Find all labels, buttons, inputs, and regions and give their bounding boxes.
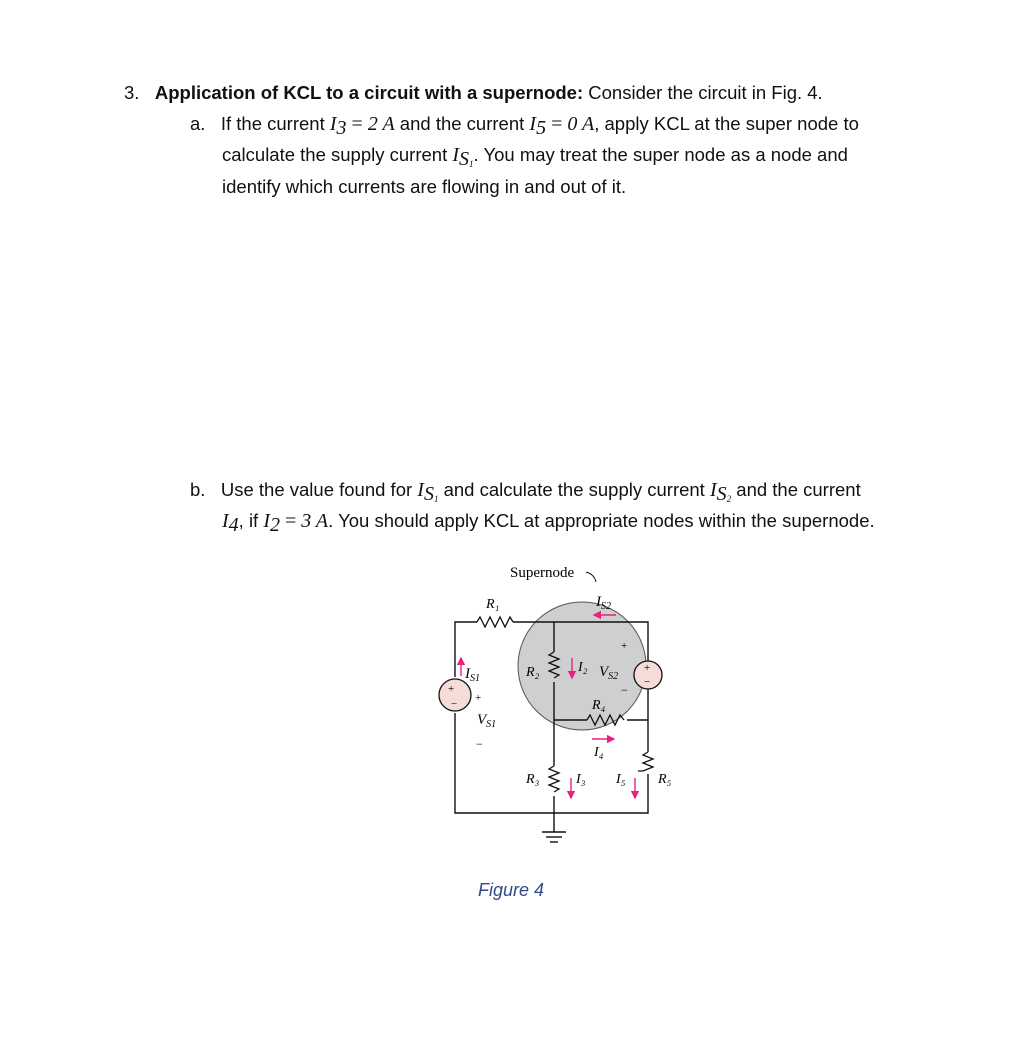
text-fragment: , if bbox=[238, 510, 264, 531]
vs1-minus-label: − bbox=[476, 737, 483, 751]
math-sub: 5 bbox=[536, 117, 547, 139]
vs2-minus-marker: − bbox=[644, 676, 651, 688]
text-fragment: . You should apply KCL at appropriate nodes within the supernode. bbox=[328, 510, 875, 531]
question-title: Application of KCL to a circuit with a supernode: bbox=[154, 82, 584, 103]
text-fragment: Use the value found for bbox=[220, 479, 418, 500]
text-fragment: and calculate the supply current bbox=[438, 479, 710, 500]
math-var: I bbox=[329, 113, 337, 135]
math-sub: S bbox=[459, 148, 470, 170]
label-is2-main: I bbox=[596, 594, 601, 610]
label-is1 bbox=[464, 666, 480, 684]
math-subsub: 1 bbox=[469, 159, 474, 169]
text-fragment: . You may treat the super node as a node and bbox=[473, 144, 848, 165]
label-r3: R₃ bbox=[526, 772, 540, 787]
math-sub: 3 bbox=[336, 117, 347, 139]
math-sub: S bbox=[423, 483, 434, 505]
question-number: 3. bbox=[124, 82, 140, 103]
resistor-r5 bbox=[638, 752, 653, 771]
text-fragment: and the current bbox=[731, 479, 861, 500]
part-b-line-1 bbox=[190, 479, 861, 510]
part-a-line-2 bbox=[222, 144, 848, 175]
math-var: I bbox=[709, 479, 717, 501]
label-i3: I₃ bbox=[576, 772, 586, 787]
math-subsub: 1 bbox=[433, 494, 439, 504]
question-intro: Consider the circuit in Fig. 4. bbox=[583, 82, 823, 103]
label-is1-main: I bbox=[465, 666, 470, 682]
math-value: 3 A bbox=[301, 510, 329, 532]
label-vs2-main: V bbox=[599, 664, 609, 680]
label-vs1-sub: S1 bbox=[486, 719, 497, 730]
question-header bbox=[124, 82, 823, 104]
supernode-pointer bbox=[586, 572, 596, 582]
vs2-minus-label: − bbox=[621, 683, 628, 697]
label-is2 bbox=[595, 594, 611, 612]
label-vs1 bbox=[477, 712, 496, 730]
vs1-minus-marker: − bbox=[451, 698, 458, 710]
text-fragment: If the current bbox=[220, 113, 330, 134]
label-is1-sub: S1 bbox=[470, 673, 480, 684]
text-fragment: , apply KCL at the super node to bbox=[594, 113, 859, 134]
label-i2: I₂ bbox=[578, 660, 588, 675]
math-subsub: 2 bbox=[726, 494, 732, 504]
math-var: I bbox=[452, 144, 460, 166]
math-var: I bbox=[529, 113, 537, 135]
part-a-line-1 bbox=[190, 113, 859, 139]
math-eq: = bbox=[346, 113, 368, 135]
label-r1: R₁ bbox=[486, 597, 500, 612]
math-value: 0 A bbox=[567, 113, 595, 135]
math-var: I bbox=[417, 479, 424, 501]
part-b-line-2 bbox=[222, 510, 875, 536]
supernode-label: Supernode bbox=[510, 565, 575, 581]
ground-icon bbox=[542, 813, 566, 842]
math-sub: S bbox=[716, 483, 727, 505]
resistor-r1 bbox=[477, 617, 513, 627]
label-r5: R₅ bbox=[658, 772, 672, 787]
label-i4: I₄ bbox=[594, 745, 604, 760]
math-value: 2 A bbox=[367, 113, 395, 135]
label-is2-sub: S2 bbox=[601, 601, 611, 612]
math-var: I bbox=[222, 510, 229, 532]
part-a-label: a. bbox=[190, 113, 206, 134]
label-vs1-main: V bbox=[477, 712, 487, 728]
vs2-plus-label: + bbox=[621, 640, 628, 652]
circuit-diagram bbox=[430, 558, 690, 858]
vs1-plus-label: + bbox=[475, 692, 482, 704]
text-fragment: and the current bbox=[394, 113, 530, 134]
text-fragment: calculate the supply current bbox=[222, 144, 453, 165]
part-b-label: b. bbox=[190, 479, 206, 500]
math-sub: 2 bbox=[270, 514, 281, 536]
label-vs2-sub: S2 bbox=[608, 671, 619, 682]
math-var: I bbox=[263, 510, 271, 532]
label-i5: I₅ bbox=[616, 772, 626, 787]
vs1-plus-marker: + bbox=[448, 683, 455, 695]
vs2-plus-marker: + bbox=[644, 662, 651, 674]
label-r2: R₂ bbox=[526, 665, 540, 680]
math-sub: 4 bbox=[228, 514, 239, 536]
label-r4: R₄ bbox=[592, 698, 606, 713]
part-a-line-3: identify which currents are flowing in and out of it. bbox=[222, 176, 627, 197]
resistor-r3 bbox=[549, 766, 559, 792]
math-eq: = bbox=[280, 510, 302, 532]
figure-caption: Figure 4 bbox=[478, 880, 545, 900]
math-eq: = bbox=[546, 113, 568, 135]
